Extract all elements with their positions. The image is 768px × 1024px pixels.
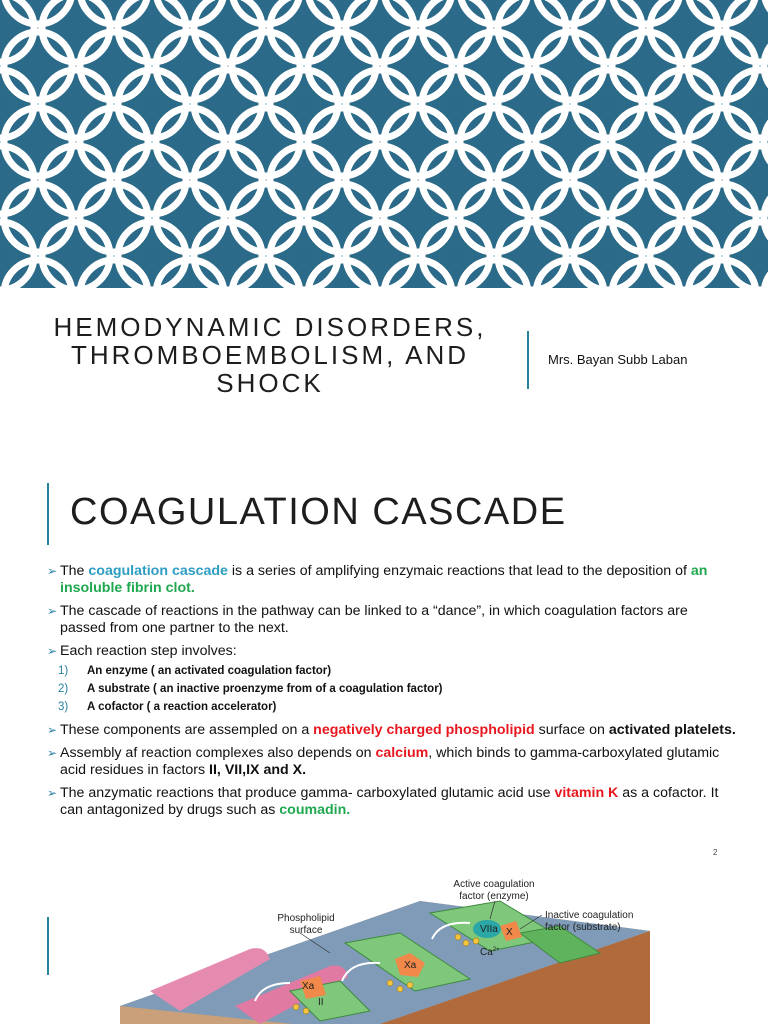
title-line-3: SHOCK <box>216 368 324 398</box>
arrow-bullet-icon: ➢ <box>47 644 58 658</box>
label-inactive-line1: Inactive coagulation <box>545 910 634 921</box>
title-line-2: THROMBOEMBOLISM, AND <box>70 340 470 370</box>
list-item <box>47 662 737 680</box>
bullet-text: The <box>60 563 89 579</box>
highlight-term: coumadin. <box>279 801 351 818</box>
list-number: 2) <box>58 682 69 695</box>
calcium-label: $Ca^{2+}$ <box>480 947 500 958</box>
bullet-text: , which binds to gamma-carboxylated glutamic acid residues in factors <box>60 745 720 778</box>
bullet-text: The cascade of reactions in the pathway can be linked to a “dance”, in which coagulation factors are passed from one partner to the next. <box>60 603 688 636</box>
diagram-slide <box>0 871 768 1024</box>
highlight-term: activated platelets. <box>608 721 736 738</box>
arrow-bullet-icon: ➢ <box>47 564 58 578</box>
highlight-term: negatively charged phospholipid <box>313 721 535 738</box>
highlight-term: II, VII,IX and X. <box>209 761 307 778</box>
highlight-term: calcium <box>375 745 429 761</box>
arrow-bullet-icon: ➢ <box>47 722 58 737</box>
label-phospholipid-line2: surface <box>289 925 323 936</box>
bullet-text: Each reaction step involves: <box>60 643 237 659</box>
bullet-text: as a cofactor. It can antagonized by drugs such as <box>60 785 719 818</box>
bullet-item <box>47 745 737 778</box>
bullet-item <box>47 643 737 660</box>
list-number: 3) <box>58 700 69 713</box>
bullet-item <box>47 563 737 596</box>
bullet-text: The anzymatic reactions that produce gamma- carboxylated glutamic acid use <box>60 785 555 801</box>
content-slide <box>0 455 768 870</box>
accent-divider <box>47 483 49 545</box>
accent-divider <box>527 331 529 389</box>
slide-title: COAGULATION CASCADE <box>70 491 567 533</box>
page-number: 2 <box>713 848 718 857</box>
list-text: An enzyme ( an activated coagulation factor) <box>87 664 332 677</box>
list-item <box>47 680 737 698</box>
highlight-term: coagulation cascade <box>88 563 228 579</box>
arrow-bullet-icon: ➢ <box>47 746 58 760</box>
list-text: A cofactor ( a reaction accelerator) <box>87 700 277 713</box>
factor-xa-lower-label: Xa <box>302 981 315 992</box>
factor-x-label: X <box>506 927 513 938</box>
presentation-title <box>20 313 520 397</box>
label-phospholipid-line1: Phospholipid <box>277 913 335 924</box>
highlight-term: vitamin K <box>554 785 619 801</box>
bullet-text: These components are assempled on a <box>60 721 314 738</box>
factor-viia-label: VIIa <box>480 924 498 935</box>
bullet-item <box>47 603 737 636</box>
bullet-item <box>47 785 737 818</box>
label-inactive-line2: factor (substrate) <box>545 922 621 933</box>
list-number: 1) <box>58 664 69 677</box>
author-name: Mrs. Bayan Subb Laban <box>548 352 688 367</box>
title-slide <box>0 0 768 454</box>
title-line-1: HEMODYNAMIC DISORDERS, <box>53 312 487 342</box>
arrow-bullet-icon: ➢ <box>47 786 58 800</box>
bullet-text: Assembly af reaction complexes also depends on <box>60 745 376 761</box>
factor-ii-label: II <box>318 997 324 1008</box>
bullet-list <box>47 563 737 825</box>
bullet-item <box>47 722 737 739</box>
arrow-bullet-icon: ➢ <box>47 604 58 618</box>
bullet-text: is a series of amplifying enzymaic reactions that lead to the deposition of <box>227 563 691 579</box>
factor-xa-label: Xa <box>404 960 417 971</box>
list-item <box>47 698 737 716</box>
numbered-sublist <box>47 662 737 716</box>
bullet-text: surface on <box>534 721 609 738</box>
label-active-line1: Active coagulation <box>453 879 535 890</box>
label-active-line2: factor (enzyme) <box>459 891 529 902</box>
decorative-pattern <box>0 0 768 288</box>
list-text: A substrate ( an inactive proenzyme from of a coagulation factor) <box>87 682 443 695</box>
coagulation-diagram <box>0 871 768 1024</box>
highlight-term: an insoluble fibrin clot. <box>60 563 708 596</box>
